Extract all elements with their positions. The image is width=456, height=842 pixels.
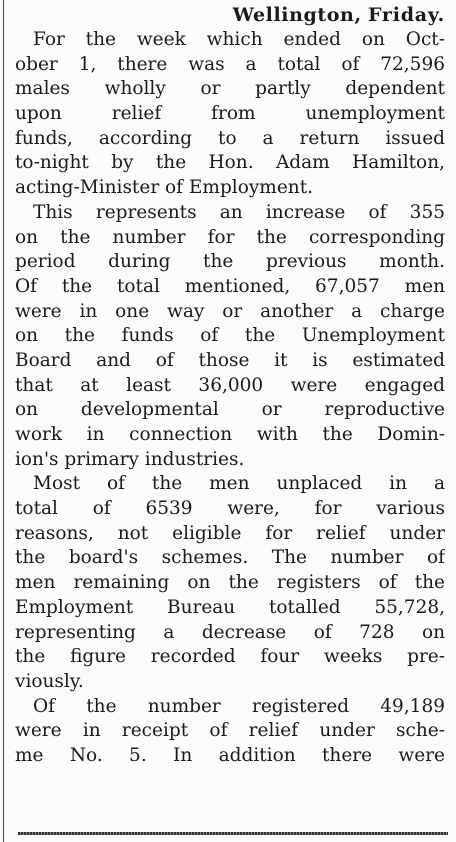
text-line: males wholly or partly dependent bbox=[15, 78, 445, 100]
text-line: Of the number registered 49,189 bbox=[33, 695, 445, 717]
text-line: upon relief from unemployment bbox=[15, 103, 445, 125]
text-line: viously. bbox=[15, 670, 84, 692]
text-line: me No. 5. In addition there were bbox=[15, 744, 445, 766]
text-line: reasons, not eligible for relief under bbox=[15, 522, 445, 544]
text-line: total of 6539 were, for various bbox=[15, 498, 445, 520]
text-line: work in connection with the Domin- bbox=[15, 424, 445, 445]
column-bottom-rule bbox=[18, 832, 448, 835]
dateline bbox=[15, 2, 445, 28]
text-line: Most of the men unplaced in a bbox=[33, 473, 445, 495]
text-line: to-night by the Hon. Adam Hamilton, bbox=[15, 152, 445, 174]
dateline-day: Friday. bbox=[367, 4, 445, 26]
text-line: on the funds of the Unemployment bbox=[15, 325, 445, 347]
text-line: period during the previous month. bbox=[15, 251, 445, 273]
dateline-place: Wellington, bbox=[232, 4, 362, 26]
paragraph-4 bbox=[15, 695, 445, 769]
text-line: on developmental or reproductive bbox=[15, 399, 445, 421]
text-line: Employment Bureau totalled 55,728, bbox=[15, 596, 445, 618]
text-line: Board and of those it is estimated bbox=[15, 349, 445, 371]
paragraph-2 bbox=[15, 201, 445, 473]
text-line: ion's primary industries. bbox=[15, 448, 245, 470]
text-line: that at least 36,000 were engaged bbox=[15, 374, 445, 396]
text-line: funds, according to a return issued bbox=[15, 127, 445, 149]
text-line: representing a decrease of 728 on bbox=[15, 621, 445, 643]
text-line: Of the total mentioned, 67,057 men bbox=[15, 275, 445, 297]
text-line: This represents an increase of 355 bbox=[33, 201, 445, 223]
column-rule bbox=[3, 0, 4, 842]
paragraph-3 bbox=[15, 472, 445, 694]
text-line: were in receipt of relief under sche- bbox=[15, 720, 445, 742]
text-line: acting-Minister of Employment. bbox=[15, 177, 314, 199]
text-line: on the number for the corresponding bbox=[15, 226, 445, 248]
text-line: men remaining on the registers of the bbox=[15, 572, 445, 594]
text-line: For the week which ended on Oct- bbox=[33, 29, 445, 50]
paragraph-1 bbox=[15, 28, 445, 201]
text-line: were in one way or another a charge bbox=[15, 300, 445, 322]
news-article bbox=[15, 0, 445, 769]
text-line: the figure recorded four weeks pre- bbox=[15, 646, 445, 668]
text-line: the board's schemes. The number of bbox=[15, 547, 445, 569]
text-line: ober 1, there was a total of 72,596 bbox=[15, 53, 445, 75]
